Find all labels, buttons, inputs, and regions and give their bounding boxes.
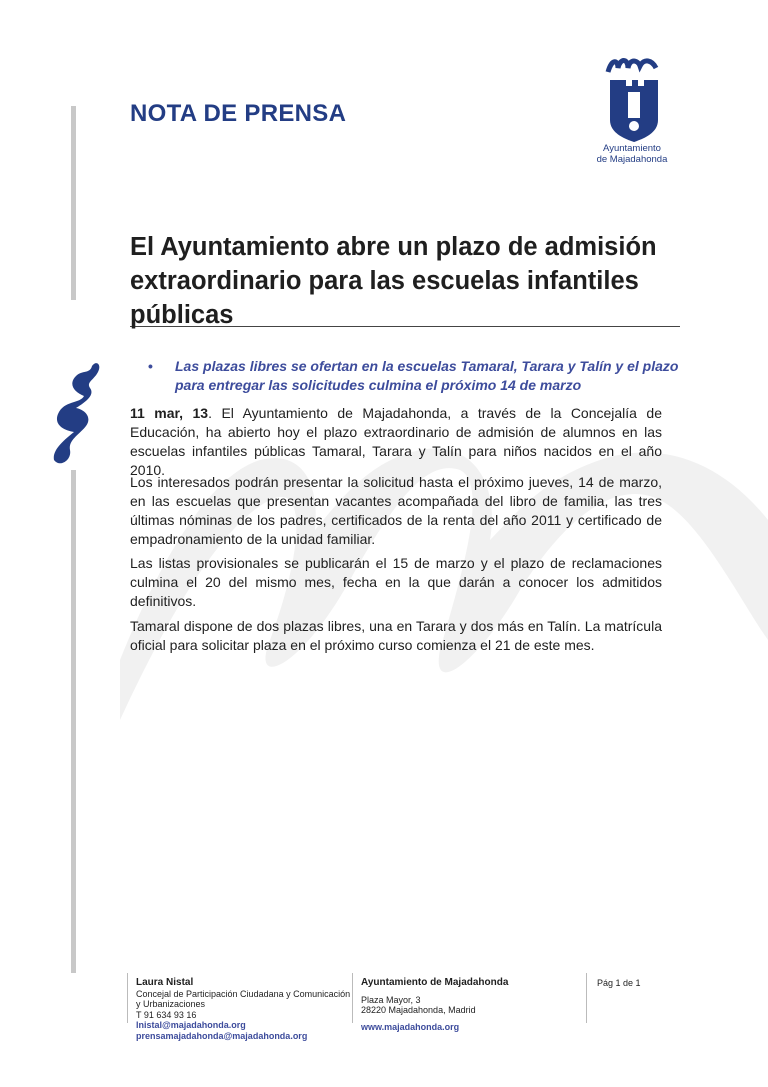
contact-role-cont: y Urbanizaciones <box>136 999 206 1009</box>
paragraph-4: Tamaral dispone de dos plazas libres, una en Tarara y dos más en Talín. La matrícula oficial para solicitar plaza en el próximo curso comienza el 21 de este mes. <box>130 618 662 653</box>
footer-divider <box>586 973 587 1023</box>
crest-label-line2: de Majadahonda <box>596 154 668 165</box>
footer-divider <box>352 973 353 1023</box>
org-website-link[interactable]: www.majadahonda.org <box>361 1021 460 1032</box>
footer-contact <box>136 978 350 1041</box>
paragraph-1-text: . El Ayuntamiento de Majadahonda, a través de la Concejalía de Educación, ha abierto hoy el plazo extraordinario de admisión de alumnos en las escuelas infantiles públicas Tamaral, Tarara y Talín para niños nacidos en el año 2010. <box>130 405 662 478</box>
contact-phone: T 91 634 93 16 <box>136 1009 197 1020</box>
contact-email[interactable]: lnistal@majadahonda.org <box>136 1020 246 1030</box>
page-number: Pág 1 de 1 <box>597 978 641 988</box>
org-address-line2: 28220 Majadahonda, Madrid <box>361 1005 476 1015</box>
m-logo-icon <box>46 300 106 470</box>
press-email[interactable]: prensamajadahonda@majadahonda.org <box>136 1030 308 1041</box>
summary-bullet-text: Las plazas libres se ofertan en la escuelas Tamaral, Tarara y Talín y el plazo para entregar las solicitudes culmina el próximo 14 de marzo <box>175 358 679 393</box>
side-logo <box>46 300 106 470</box>
org-name: Ayuntamiento de Majadahonda <box>361 977 509 988</box>
paragraph-2: Los interesados podrán presentar la solicitud hasta el próximo jueves, 14 de marzo, en las escuelas que presentan vacantes acompañada del libro de familia, las tres últimas nóminas de los padres, certificados de la renta del año 2011 y certificado de empadronamiento de la unidad familiar. <box>130 474 662 547</box>
footer-divider <box>127 973 128 1023</box>
crest-label-line1: Ayuntamiento <box>603 143 661 154</box>
bullet-icon: • <box>148 358 153 374</box>
summary-bullet <box>148 357 688 395</box>
left-margin-bar <box>71 106 76 973</box>
footer-organization <box>361 978 508 1032</box>
contact-role: Concejal de Participación Ciudadana y Comunicación <box>136 988 351 999</box>
dateline: 11 mar, 13 <box>130 405 209 421</box>
paragraph-3: Las listas provisionales se publicarán el 15 de marzo y el plazo de reclamaciones culmina el 20 del mismo mes, fecha en la que darán a conocer los admitidos definitivos. <box>130 555 662 609</box>
page-title: NOTA DE PRENSA <box>130 100 347 127</box>
majadahonda-crest-icon <box>588 50 678 170</box>
headline: El Ayuntamiento abre un plazo de admisión extraordinario para las escuelas infantiles públicas <box>130 233 657 329</box>
contact-name: Laura Nistal <box>136 977 194 988</box>
paragraph-1 <box>130 404 662 480</box>
org-address-line1: Plaza Mayor, 3 <box>361 994 421 1005</box>
